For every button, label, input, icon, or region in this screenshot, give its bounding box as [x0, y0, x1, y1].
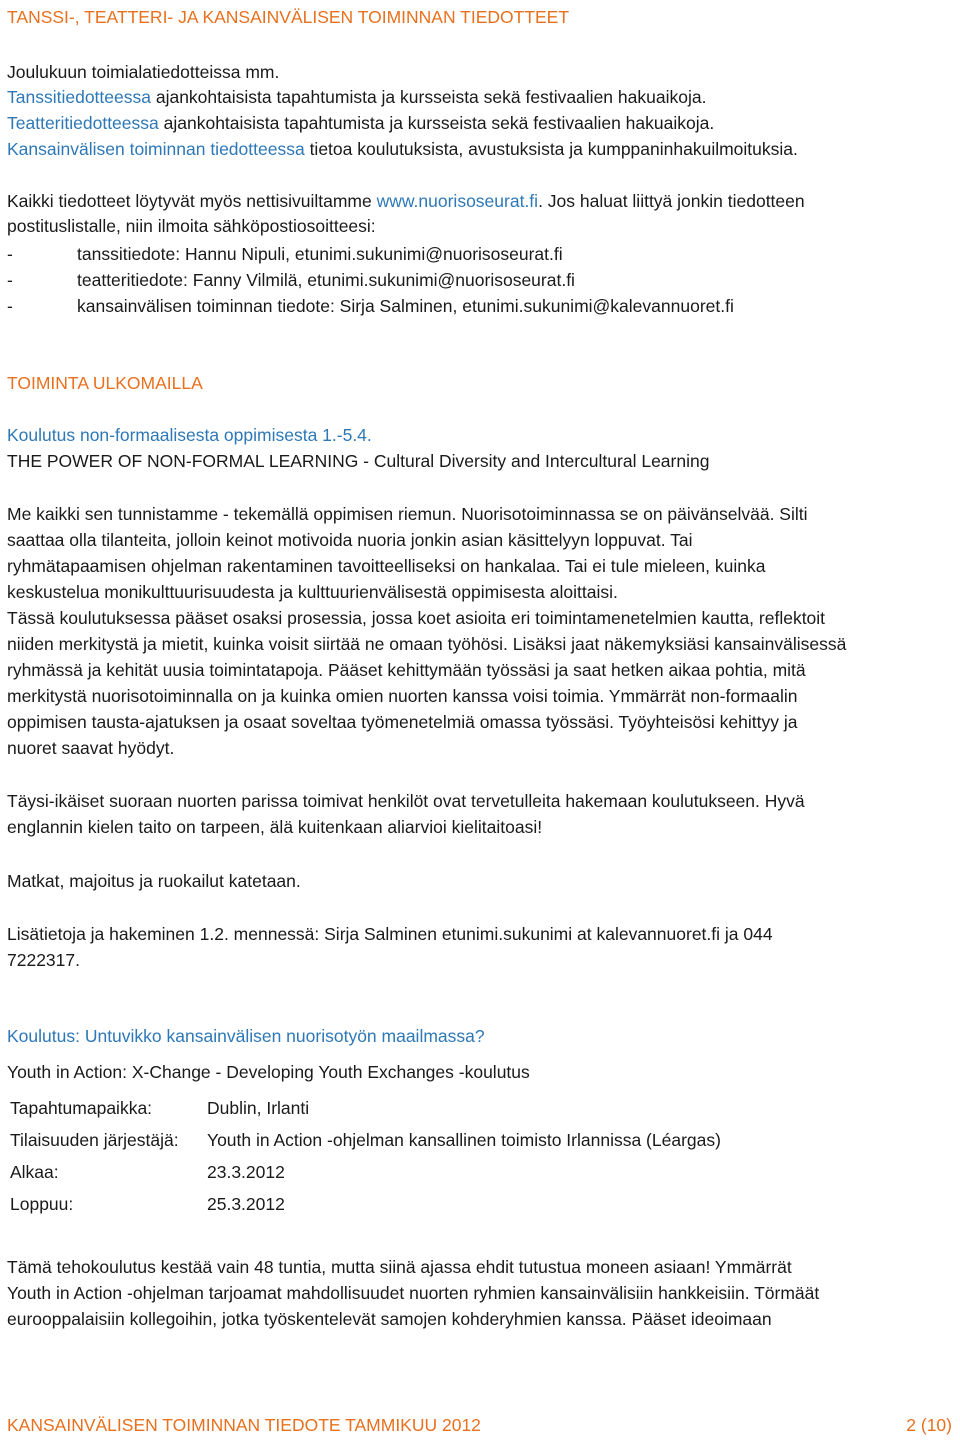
detail-value: 23.3.2012	[207, 1162, 285, 1182]
paragraph-line: merkitystä nuorisotoiminnalla on ja kuinka omien nuorten kanssa voisi toimia. Ymmärrät non-formaalin	[7, 686, 798, 706]
detail-label: Tilaisuuden järjestäjä:	[10, 1130, 179, 1150]
detail-value: 25.3.2012	[207, 1194, 285, 1214]
detail-label: Loppuu:	[10, 1194, 74, 1214]
detail-value: Dublin, Irlanti	[207, 1098, 310, 1118]
paragraph-line: Lisätietoja ja hakeminen 1.2. mennessä: Sirja Salminen etunimi.sukunimi at kalevannuoret.fi ja 044	[7, 924, 773, 944]
footer-title: KANSAINVÄLISEN TOIMINNAN TIEDOTE TAMMIKUU 2012	[7, 1415, 481, 1435]
paragraph-line: nuoret saavat hyödyt.	[7, 738, 175, 758]
detail-value: Youth in Action -ohjelman kansallinen toimisto Irlannissa (Léargas)	[207, 1130, 721, 1150]
website-link[interactable]: www.nuorisoseurat.fi	[376, 191, 539, 211]
course-title: Koulutus non-formaalisesta oppimisesta 1.-5.4.	[7, 425, 372, 445]
paragraph-line: saattaa olla tilanteita, jolloin keinot motivoida nuoria jonkin asian käsittelyyn loppuvat. Tai	[7, 530, 693, 550]
contact-list-item: - tanssitiedote: Hannu Nipuli, etunimi.sukunimi@nuorisoseurat.fi	[7, 244, 563, 264]
intro-dance-line: Tanssitiedotteessa ajankohtaisista tapahtumista ja kursseista sekä festivaalien hakuaikoja.	[7, 87, 707, 107]
section-heading: TOIMINTA ULKOMAILLA	[7, 373, 203, 393]
paragraph-line: Täysi-ikäiset suoraan nuorten parissa toimivat henkilöt ovat tervetulleita hakemaan koulutukseen. Hyvä	[7, 791, 805, 811]
course-subtitle: Youth in Action: X-Change - Developing Youth Exchanges -koulutus	[7, 1062, 530, 1082]
contact-list-item: - teatteritiedote: Fanny Vilmilä, etunimi.sukunimi@nuorisoseurat.fi	[7, 270, 575, 290]
paragraph-line: Tämä tehokoulutus kestää vain 48 tuntia, mutta siinä ajassa ehdit tutustua moneen asiaan! Ymmärrät	[7, 1257, 792, 1277]
contact-list-item: - kansainvälisen toiminnan tiedote: Sirja Salminen, etunimi.sukunimi@kalevannuoret.fi	[7, 296, 734, 316]
page-header-title: TANSSI-, TEATTERI- JA KANSAINVÄLISEN TOIMINNAN TIEDOTTEET	[7, 7, 570, 27]
paragraph-line: Youth in Action -ohjelman tarjoamat mahdollisuudet nuorten ryhmien kansainvälisiin hankkeisiin. Törmäät	[7, 1283, 820, 1303]
intro-line: Joulukuun toimialatiedotteissa mm.	[7, 62, 280, 82]
detail-label: Alkaa:	[10, 1162, 59, 1182]
paragraph-line: Me kaikki sen tunnistamme - tekemällä oppimisen riemun. Nuorisotoiminnassa se on päivänselvää. Silti	[7, 504, 808, 524]
paragraph-line: Tässä koulutuksessa pääset osaksi prosessia, jossa koet asioita eri toimintamenetelmien kautta, reflektoit	[7, 608, 826, 628]
paragraph-line: oppimisen tausta-ajatuksen ja osaat soveltaa työmenetelmiä omassa työssäsi. Työyhteisösi kehittyy ja	[7, 712, 798, 732]
paragraph-line: keskustelua monikulttuurisuudesta ja kulttuurienvälisestä oppimisesta aloittaisi.	[7, 582, 618, 602]
paragraph-line: 7222317.	[7, 950, 80, 970]
contact-line: Kaikki tiedotteet löytyvät myös nettisivuiltamme www.nuorisoseurat.fi. Jos haluat liittyä jonkin tiedotteen	[7, 191, 805, 211]
theatre-bulletin-link[interactable]: Teatteritiedotteessa	[7, 113, 159, 133]
page-number: 2 (10)	[906, 1415, 952, 1435]
paragraph-line: englannin kielen taito on tarpeen, älä kuitenkaan aliarvioi kielitaitoasi!	[7, 817, 543, 837]
contact-line: postituslistalle, niin ilmoita sähköpostiosoitteesi:	[7, 216, 376, 236]
intro-theatre-line: Teatteritiedotteessa ajankohtaisista tapahtumista ja kursseista sekä festivaalien hakuaikoja.	[7, 113, 715, 133]
intro-international-line: Kansainvälisen toiminnan tiedotteessa tietoa koulutuksista, avustuksista ja kumppaninhakuilmoituksia.	[7, 139, 798, 159]
international-bulletin-link[interactable]: Kansainvälisen toiminnan tiedotteessa	[7, 139, 305, 159]
paragraph-line: Matkat, majoitus ja ruokailut katetaan.	[7, 871, 301, 891]
course-subtitle: THE POWER OF NON-FORMAL LEARNING - Cultural Diversity and Intercultural Learning	[7, 451, 710, 471]
paragraph-line: niiden merkitystä ja mietit, kuinka voisit siirtää ne omaan työhösi. Lisäksi jaat näkemyksiäsi kansainvälisessä	[7, 634, 847, 654]
paragraph-line: eurooppalaisiin kollegoihin, jotka työskentelevät samojen kohderyhmien kanssa. Pääset ideoimaan	[7, 1309, 772, 1329]
detail-label: Tapahtumapaikka:	[10, 1098, 153, 1118]
paragraph-line: ryhmässä ja kehität uusia toimintatapoja. Pääset kehittymään työssäsi ja saat hetken aikaa pohtia, mitä	[7, 660, 806, 680]
dance-bulletin-link[interactable]: Tanssitiedotteessa	[7, 87, 151, 107]
paragraph-line: ryhmätapaamisen ohjelman rakentaminen tavoitteelliseksi on hankalaa. Tai ei tule mieleen, kuinka	[7, 556, 766, 576]
course-title: Koulutus: Untuvikko kansainvälisen nuorisotyön maailmassa?	[7, 1026, 485, 1046]
